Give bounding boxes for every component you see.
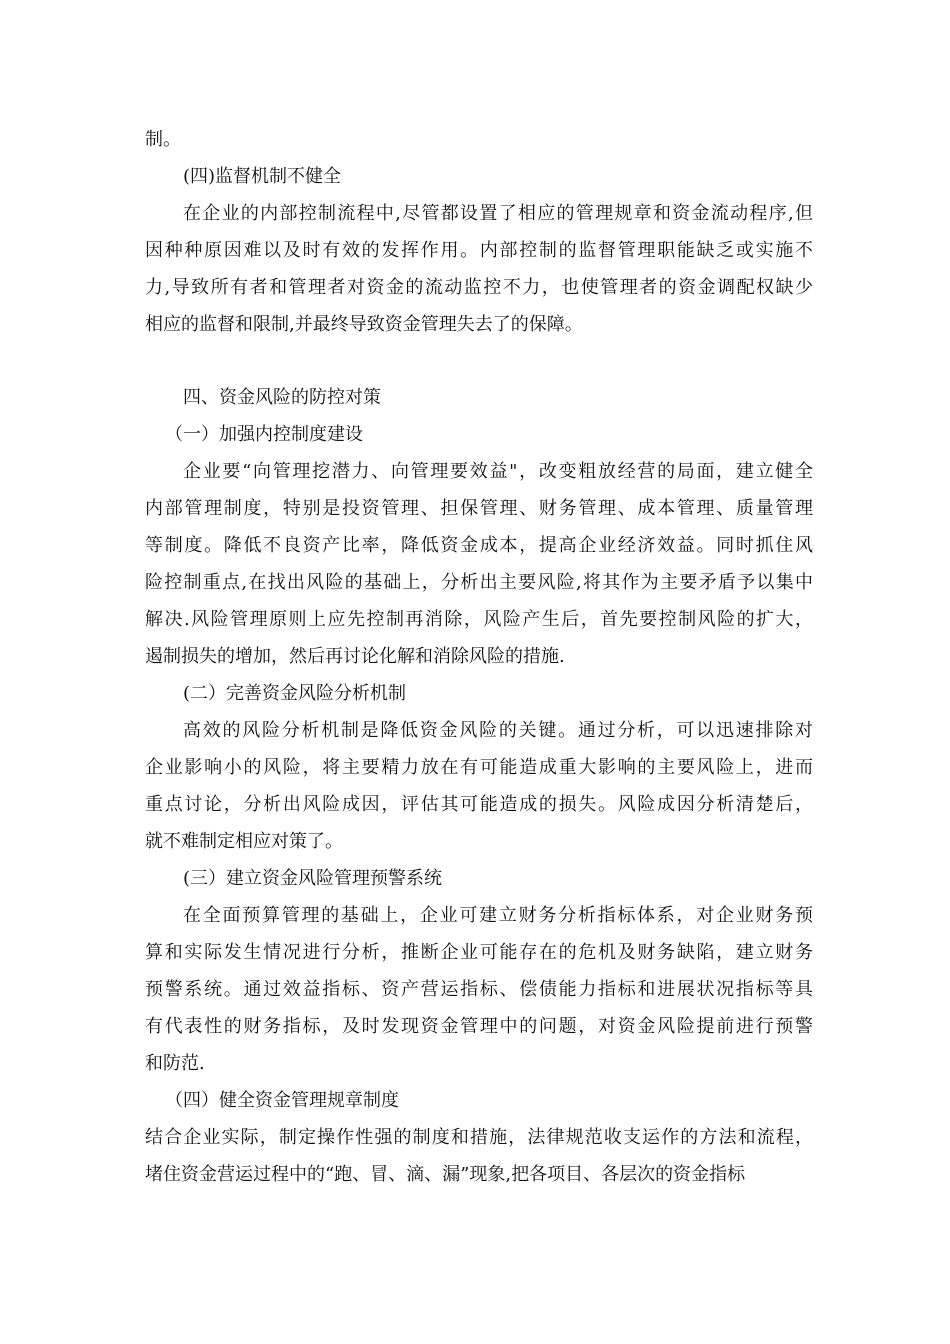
section-heading-regulations	[145, 1082, 813, 1119]
text-line: 在全面预算管理的基础上，企业可建立财务分析指标体系，对企业财务预	[183, 905, 813, 926]
paragraph-supervision	[145, 195, 813, 343]
blank-line	[145, 343, 813, 379]
text-line: 预警系统。通过效益指标、资产营运指标、偿债能力指标和进展状况指标等具	[145, 979, 813, 1000]
text-line: 算和实际发生情况进行分析，推断企业可能存在的危机及财务缺陷，建立财务	[145, 942, 813, 963]
text-line: 相应的监督和限制,并最终导致资金管理失去了的保障。	[145, 314, 583, 335]
text-line: 结合企业实际，制定操作性强的制度和措施，法律规范收支运作的方法和流程，	[145, 1127, 813, 1148]
heading-line: （一）加强内控制度建设	[165, 424, 363, 445]
text-line: 遏制损失的增加，然后再讨论化解和消除风险的措施.	[145, 646, 565, 667]
text-line: 制。	[145, 129, 181, 150]
text-line: 等制度。降低不良资产比率，降低资金成本，提高企业经济效益。同时抓住风	[145, 535, 813, 556]
text-line: 就不难制定相应对策了。	[145, 831, 343, 852]
heading-line: 四、资金风险的防控对策	[183, 387, 381, 408]
text-line: 高效的风险分析机制是降低资金风险的关键。通过分析，可以迅速排除对	[183, 720, 813, 741]
text-line: 解决.风险管理原则上应先控制再消除，风险产生后，首先要控制风险的扩大，	[145, 609, 813, 630]
paragraph-early-warning	[145, 897, 813, 1082]
section-heading-risk-analysis	[145, 675, 813, 712]
text-line: 因种种原因难以及时有效的发挥作用。内部控制的监督管理职能缺乏或实施不	[145, 240, 813, 261]
heading-line: （四）健全资金管理规章制度	[165, 1090, 399, 1111]
text-line: 和防范.	[145, 1053, 205, 1074]
text-line: 企业影响小的风险，将主要精力放在有可能造成重大影响的主要风险上，进而	[145, 757, 813, 778]
heading-line: (四)监督机制不健全	[183, 166, 342, 187]
heading-line: (二）完善资金风险分析机制	[183, 683, 407, 704]
section-heading-supervision	[145, 158, 813, 195]
section-heading-early-warning	[145, 860, 813, 897]
paragraph-internal-control	[145, 453, 813, 675]
paragraph-risk-analysis	[145, 712, 813, 860]
chapter-heading-countermeasures	[145, 379, 813, 416]
text-line: 险控制重点,在找出风险的基础上，分析出主要风险,将其作为主要矛盾予以集中	[145, 572, 813, 593]
paragraph-continuation	[145, 121, 813, 158]
section-heading-internal-control	[145, 416, 813, 453]
heading-line: (三）建立资金风险管理预警系统	[183, 868, 443, 889]
paragraph-regulations	[145, 1119, 813, 1193]
text-line: 力,导致所有者和管理者对资金的流动监控不力，也使管理者的资金调配权缺少	[145, 277, 813, 298]
text-line: 企业要“向管理挖潜力、向管理要效益"，改变粗放经营的局面，建立健全	[183, 461, 813, 482]
text-line: 在企业的内部控制流程中,尽管都设置了相应的管理规章和资金流动程序,但	[183, 203, 813, 224]
text-line: 堵住资金营运过程中的“跑、冒、滴、漏”现象,把各项目、各层次的资金指标	[145, 1164, 746, 1185]
text-line: 重点讨论，分析出风险成因，评估其可能造成的损失。风险成因分析清楚后，	[145, 794, 813, 815]
text-line: 有代表性的财务指标，及时发现资金管理中的问题，对资金风险提前进行预警	[145, 1016, 813, 1037]
text-line: 内部管理制度，特别是投资管理、担保管理、财务管理、成本管理、质量管理	[145, 498, 813, 519]
document-body	[145, 121, 813, 1193]
